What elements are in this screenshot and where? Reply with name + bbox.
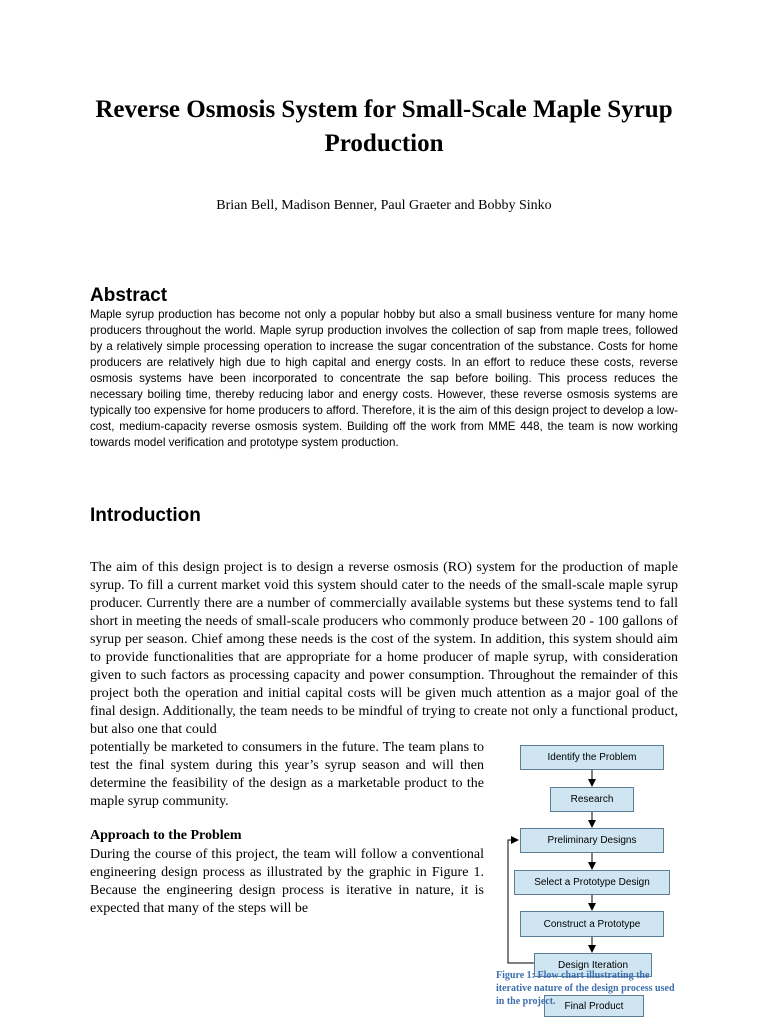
figure-caption: Figure 1: Flow chart illustrating the iterative nature of the design process used in the project. [496, 970, 675, 1007]
authors: Brian Bell, Madison Benner, Paul Graeter and Bobby Sinko [216, 198, 552, 213]
introduction-paragraph: The aim of this design project is to design a reverse osmosis (RO) system for the production of maple syrup. To fill a current market void this system should cater to the needs of the small-scale maple syrup producer. Currently there are a number of commercially available systems but these systems tend to fall short in meeting the needs of small-scale producers who commonly produce between 20 - 100 gallons of syrup per season. Chief among these needs is the cost of the system. In addition, this system should aim to provide functionalities that are appropriate for a home producer of maple syrup, with consideration given to such factors as processing capacity and power consumption. Throughout the remainder of this project both the operation and initial capital costs will be given much attention as a major goal of the final design. Additionally, the team needs to be mindful of trying to create not only a functional product, but also one that could [90, 560, 678, 737]
flow-step-preliminary: Preliminary Designs [520, 828, 664, 853]
flow-step-construct: Construct a Prototype [520, 911, 664, 937]
abstract-heading: Abstract [90, 285, 168, 306]
introduction-heading: Introduction [90, 505, 201, 526]
flow-step-research: Research [550, 787, 634, 812]
feedback-loop [508, 840, 534, 963]
approach-heading: Approach to the Problem [90, 828, 242, 843]
flow-step-iteration: Design Iteration [534, 953, 652, 977]
approach-text: During the course of this project, the team will follow a conventional engineering design process as illustrated by the graphic in Figure 1. Because the engineering design process is iterative in nature, it is expected that many of the steps will be [90, 847, 484, 916]
introduction-paragraph-continued: potentially be marketed to consumers in the future. The team plans to test the final system during this year’s syrup season and will then determine the feasibility of the design as a marketable product to the maple syrup community. [90, 740, 484, 809]
flow-step-identify: Identify the Problem [520, 745, 664, 770]
abstract-text: Maple syrup production has become not only a popular hobby but also a small business venture for many home producers throughout the world. Maple syrup production involves the collection of sap from maple trees, followed by a relatively simple processing operation to increase the sugar concentration of the substance. Costs for home producers are relatively high due to high capital and energy costs. In an effort to reduce these costs, reverse osmosis systems have been incorporated to concentrate the sap before boiling. This process reduces the necessary boiling time, thereby reducing labor and energy costs. However, these reverse osmosis systems are typically too expensive for home producers to afford. Therefore, it is the aim of this design project to develop a low-cost, medium-capacity reverse osmosis system. Building off the work from MME 448, the team is now working towards model verification and prototype system production. [90, 308, 678, 449]
page-title: Reverse Osmosis System for Small-Scale Maple Syrup Production [95, 96, 673, 157]
flow-step-final: Final Product [544, 995, 644, 1017]
flow-step-select: Select a Prototype Design [514, 870, 670, 895]
